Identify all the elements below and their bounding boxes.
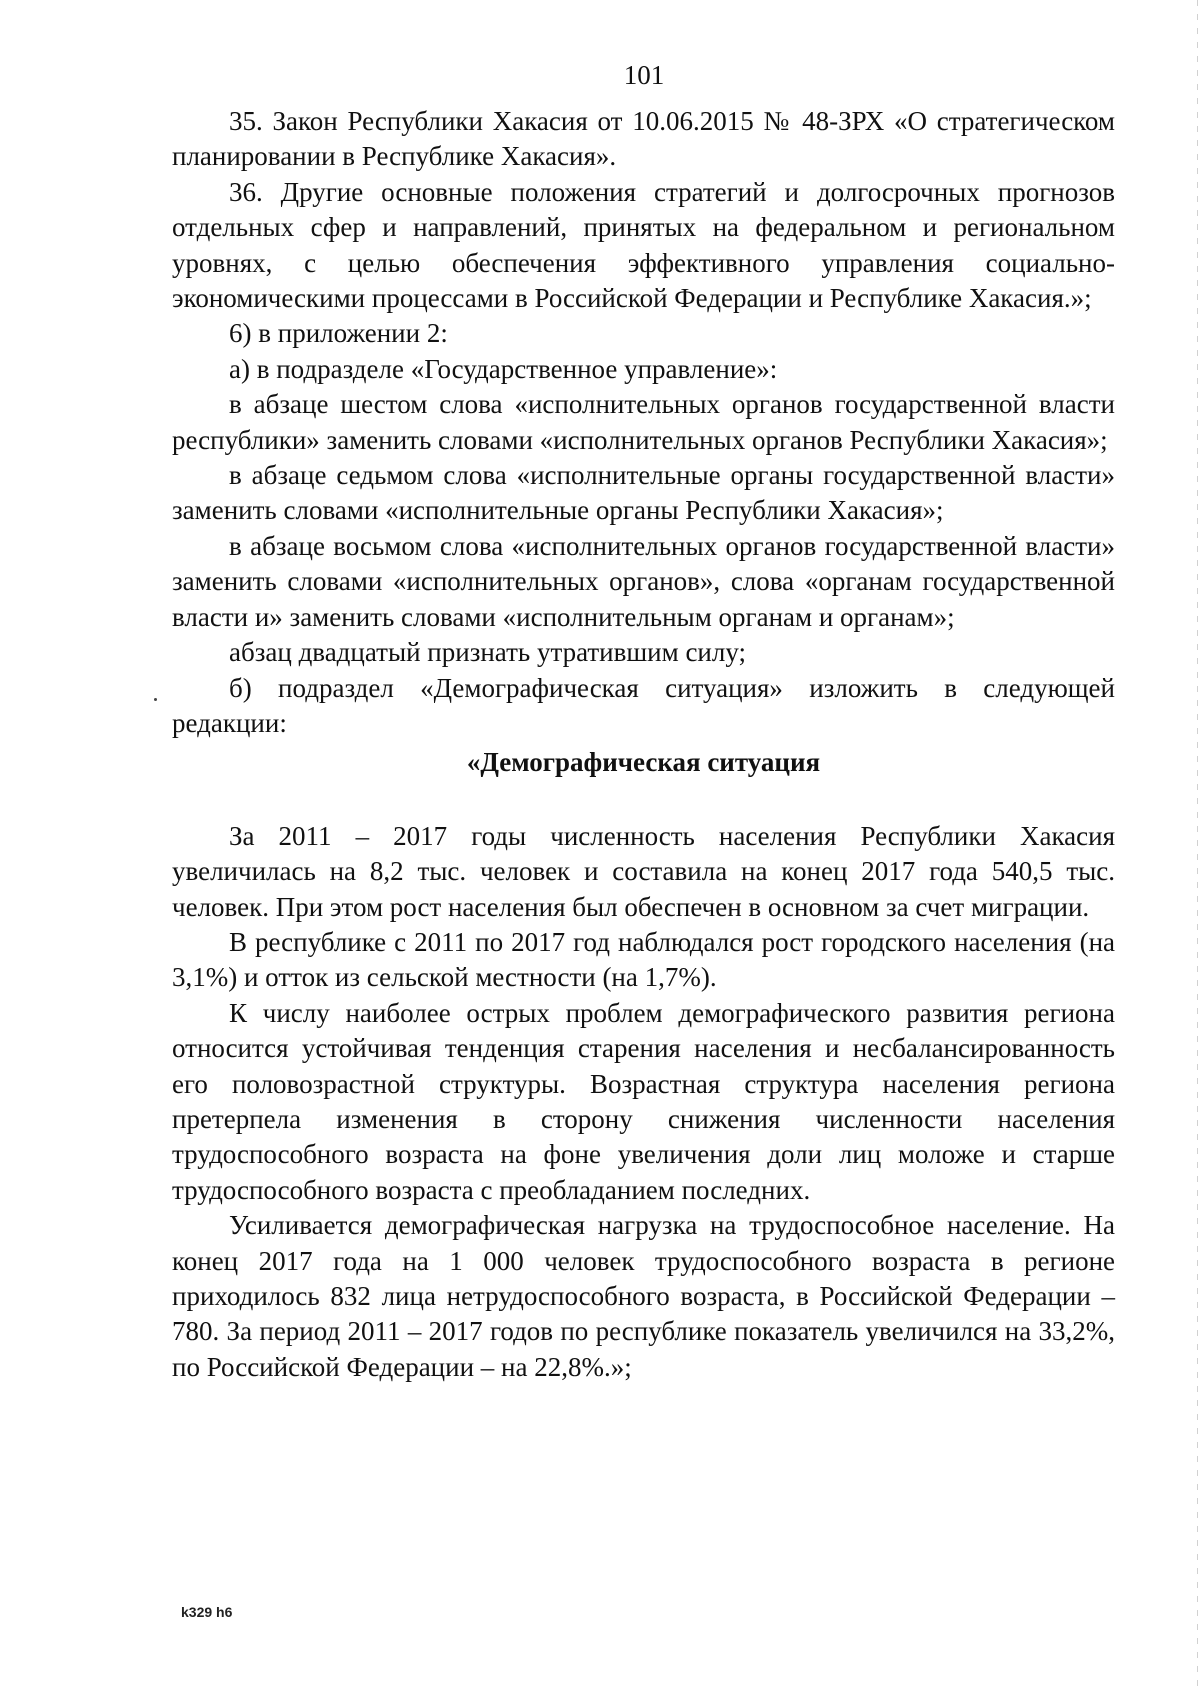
scan-edge-artifact	[1197, 0, 1198, 1686]
spacer	[172, 781, 1115, 819]
paragraph-population: За 2011 – 2017 годы численность населения Республики Хакасия увеличилась на 8,2 тыс. человек и составила на конец 2017 года 540,5 тыс. человек. При этом рост населения был обеспечен в основном за счет миграции.	[172, 820, 1115, 922]
footer-code: k329 h6	[181, 1604, 233, 1620]
document-body	[172, 104, 1115, 1385]
paragraph-abzats-20: абзац двадцатый признать утратившим силу;	[229, 637, 746, 668]
paragraph-item-35: 35. Закон Республики Хакасия от 10.06.2015 № 48-ЗРХ «О стратегическом планировании в Республике Хакасия».	[172, 106, 1115, 172]
paragraph-appendix-2: 6) в приложении 2:	[229, 318, 448, 349]
paragraph-subsection-government: а) в подразделе «Государственное управление»:	[229, 353, 778, 384]
page-number: 101	[623, 60, 665, 90]
paragraph-demographic-load: Усиливается демографическая нагрузка на трудоспособное население. На конец 2017 года на 1 000 человек трудоспособного возраста в регионе приходилось 832 лица нетрудоспособного возраста, в Российской Федерации – 780. За период 2011 – 2017 годов по республике показатель увеличился на 33,2%, по Российской Федерации – на 22,8%.»;	[172, 1210, 1115, 1382]
paragraph-abzats-6: в абзаце шестом слова «исполнительных органов государственной власти республики» заменить словами «исполнительных органов Республики Хакасия»;	[172, 389, 1115, 455]
paragraph-urban-growth: В республике с 2011 по 2017 год наблюдался рост городского населения (на 3,1%) и отток из сельской местности (на 1,7%).	[172, 926, 1115, 993]
paragraph-abzats-7: в абзаце седьмом слова «исполнительные органы государственной власти» заменить словами «исполнительные органы Республики Хакасия»;	[172, 460, 1115, 526]
paragraph-subsection-demography: б) подраздел «Демографическая ситуация» изложить в следующей редакции:	[172, 672, 1115, 738]
paragraph-item-36: 36. Другие основные положения стратегий и долгосрочных прогнозов отдельных сфер и направлений, принятых на федеральном и региональном уровнях, с целью обеспечения эффективного управления социально-экономическими процессами в Российской Федерации и Республике Хакасия.»;	[172, 176, 1115, 314]
section-heading-demography: «Демографическая ситуация	[466, 747, 821, 778]
paragraph-abzats-8: в абзаце восьмом слова «исполнительных органов государственной власти» заменить словами «исполнительных органов», слова «органам государственной власти и» заменить словами «исполнительным органам и органам»;	[172, 530, 1115, 632]
scan-dot-artifact	[154, 698, 157, 701]
paragraph-demographic-problems: К числу наиболее острых проблем демографического развития региона относится устойчивая тенденция старения населения и несбалансированность его половозрастной структуры. Возрастная структура населения региона претерпела изменения в сторону снижения численности населения трудоспособного возраста на фоне увеличения доли лиц моложе и старше трудоспособного возраста с преобладанием последних.	[172, 997, 1115, 1205]
